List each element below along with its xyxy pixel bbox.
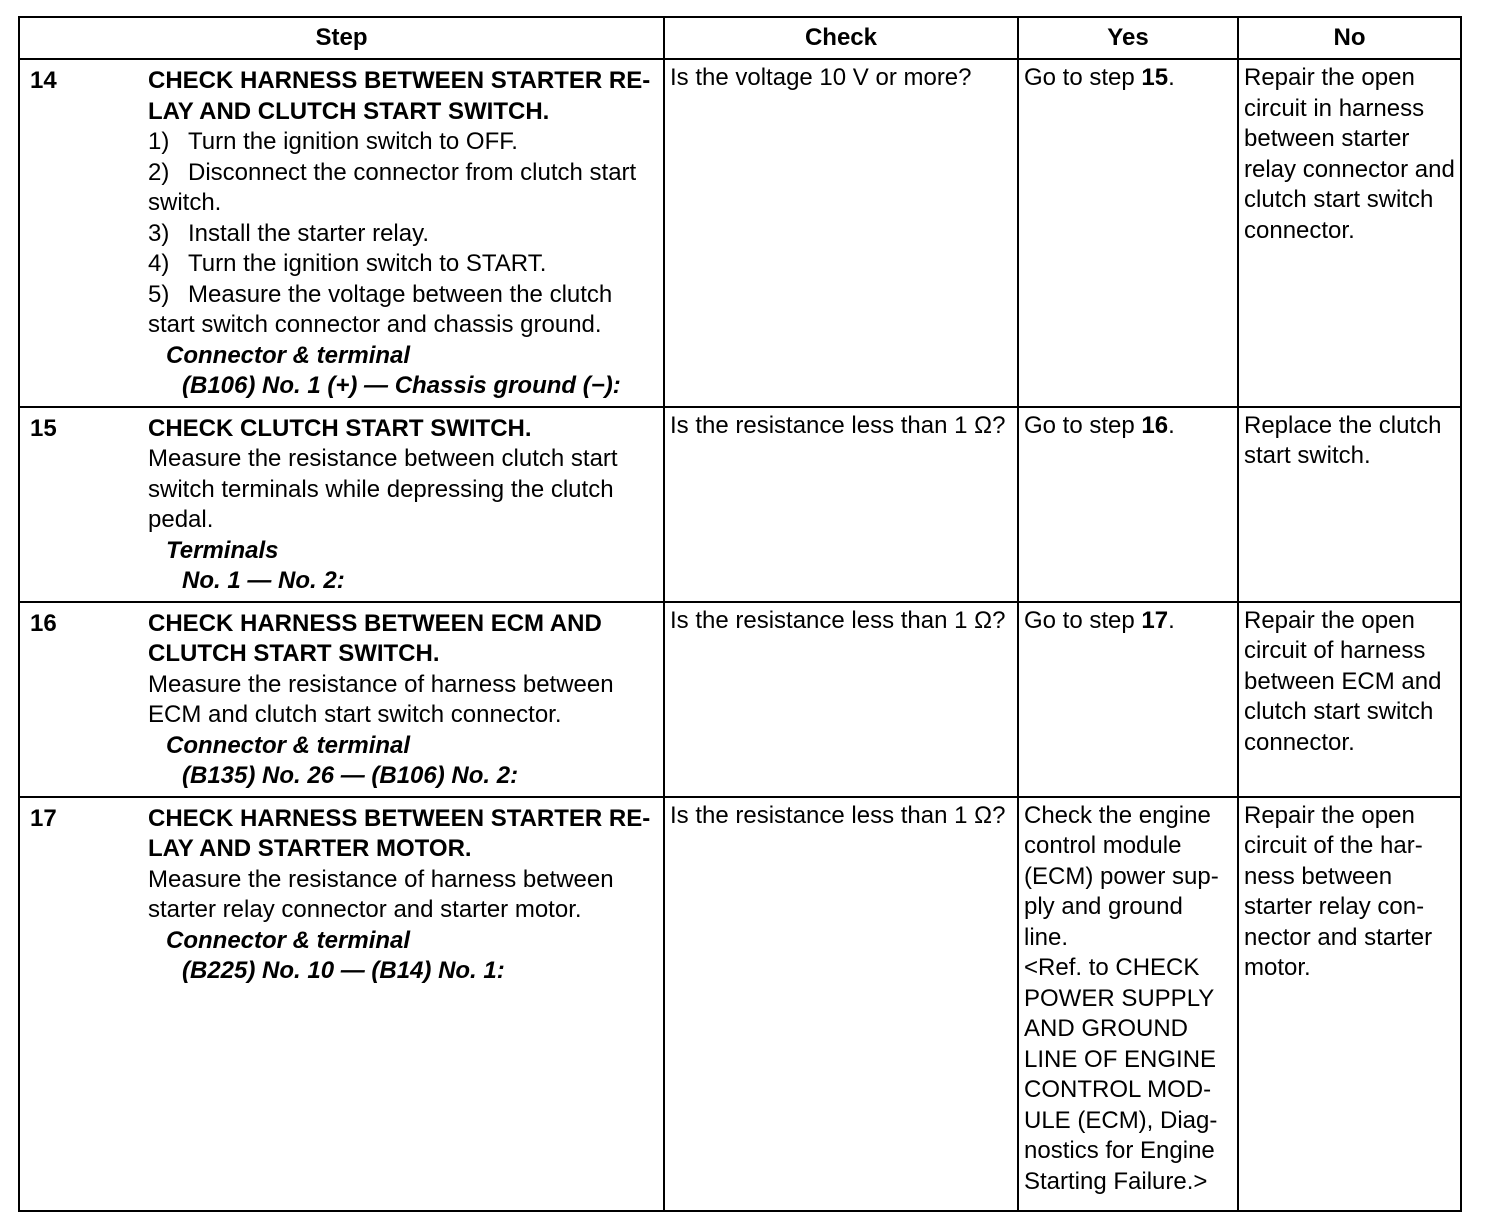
yes-cell [1018, 797, 1238, 1212]
step-cell [19, 797, 664, 1212]
step-text: Measure the resistance of harness between starter relay connector and starter motor. [148, 865, 614, 923]
instruction-text: Disconnect the connector from clutch start switch. [148, 158, 637, 216]
instruction-item [148, 249, 653, 280]
yes-suffix: . [1168, 411, 1175, 439]
instruction-number: 4) [148, 250, 170, 277]
step-title: CHECK HARNESS BETWEEN STARTER RE-LAY AND STARTER MOTOR. [148, 804, 651, 862]
yes-prefix: Go to step [1024, 64, 1142, 91]
instruction-item [148, 158, 653, 219]
table-row [19, 797, 1461, 1212]
spec-value: (B106) No. 1 (+) — Chassis ground (−): [182, 372, 621, 399]
spec-label: Connector & terminal [166, 341, 411, 369]
table-row [19, 59, 1461, 407]
table-row [19, 602, 1461, 797]
yes-step-ref: 15 [1141, 64, 1169, 91]
yes-suffix: . [1168, 606, 1175, 634]
no-cell: Repair the open circuit of the har-ness between starter relay con-nector and starter motor. [1238, 797, 1461, 1212]
no-cell: Replace the clutch start switch. [1238, 407, 1461, 602]
instruction-item [148, 127, 653, 158]
instruction-text: Install the starter relay. [188, 219, 429, 247]
header-check: Check [664, 17, 1018, 59]
spec-label: Connector & terminal [166, 926, 411, 954]
step-number: 16 [30, 609, 57, 637]
instruction-text: Turn the ignition switch to OFF. [188, 128, 518, 155]
step-cell [19, 602, 664, 797]
step-number: 17 [30, 804, 57, 832]
check-cell: Is the resistance less than 1 Ω? [664, 407, 1018, 602]
check-cell: Is the resistance less than 1 Ω? [664, 797, 1018, 1212]
diagnostic-table [18, 16, 1462, 1212]
spec-label: Terminals [166, 536, 279, 564]
instruction-item [148, 280, 653, 341]
instruction-number: 5) [148, 280, 170, 308]
step-number: 15 [30, 414, 57, 442]
yes-suffix: . [1168, 64, 1175, 91]
instruction-number: 2) [148, 158, 170, 186]
header-row [19, 17, 1461, 59]
spec-value: (B135) No. 26 — (B106) No. 2: [182, 762, 519, 789]
yes-cell [1018, 59, 1238, 407]
reference-link[interactable]: <Ref. to CHECK POWER SUPPLY AND GROUND LINE OF ENGINE CONTROL MOD-ULE (ECM), Diag-nostics for Engine Starting Failure.> [1024, 954, 1218, 1195]
instruction-text: Measure the voltage between the clutch start switch connector and chassis ground. [148, 280, 613, 338]
no-cell: Repair the open circuit of harness between ECM and clutch start switch connector. [1238, 602, 1461, 797]
yes-prefix: Go to step [1024, 606, 1142, 634]
spec-value: (B225) No. 10 — (B14) No. 1: [182, 957, 505, 984]
spec-value: No. 1 — No. 2: [182, 567, 345, 594]
step-text: Measure the resistance of harness between ECM and clutch start switch connector. [148, 670, 614, 728]
step-number: 14 [30, 67, 57, 94]
check-cell: Is the voltage 10 V or more? [664, 59, 1018, 407]
instruction-number: 1) [148, 128, 170, 155]
step-cell [19, 59, 664, 407]
spec-label: Connector & terminal [166, 731, 411, 759]
header-yes: Yes [1018, 17, 1238, 59]
yes-prefix: Go to step [1024, 411, 1142, 439]
yes-cell [1018, 602, 1238, 797]
yes-text: Check the engine control module (ECM) power sup-ply and ground line. [1024, 801, 1219, 951]
yes-step-ref: 17 [1141, 606, 1169, 634]
step-title: CHECK HARNESS BETWEEN STARTER RE-LAY AND CLUTCH START SWITCH. [148, 67, 651, 125]
no-cell: Repair the open circuit in harness between starter relay connector and clutch start switch connector. [1238, 59, 1461, 407]
yes-cell [1018, 407, 1238, 602]
instruction-item [148, 219, 653, 250]
step-title: CHECK CLUTCH START SWITCH. [148, 414, 532, 442]
instruction-text: Turn the ignition switch to START. [188, 250, 547, 277]
header-step: Step [19, 17, 664, 59]
yes-step-ref: 16 [1141, 411, 1169, 439]
table-row [19, 407, 1461, 602]
step-title: CHECK HARNESS BETWEEN ECM AND CLUTCH START SWITCH. [148, 609, 602, 667]
instruction-number: 3) [148, 219, 170, 247]
step-text: Measure the resistance between clutch start switch terminals while depressing the clutch pedal. [148, 445, 618, 533]
check-cell: Is the resistance less than 1 Ω? [664, 602, 1018, 797]
header-no: No [1238, 17, 1461, 59]
step-cell [19, 407, 664, 602]
